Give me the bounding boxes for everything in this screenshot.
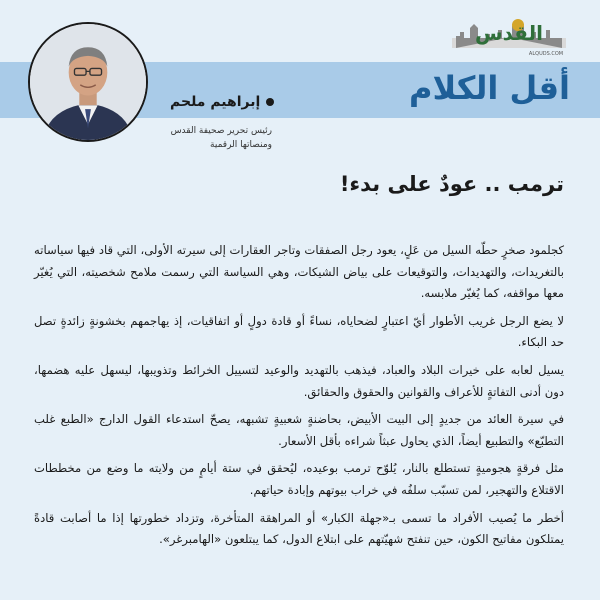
author-role [162,124,272,152]
article-paragraph: يسيل لعابه على خيرات البلاد والعباد، فيذهب بالتهديد والوعيد لتسييل الخرائط وتذويبها، ليسهل عليه هضمها، دون أدنى التفاتةٍ للأعراف والقوانين والحقوق والحقائق. [34,362,564,399]
newspaper-logo[interactable] [446,14,572,58]
author-name: إبراهيم ملحم [170,94,261,110]
author-byline [170,94,274,110]
article-headline: ترمب .. عودٌ على بدء! [339,172,564,196]
page-header [0,0,600,160]
author-photo [28,22,148,142]
bullet-icon [266,98,274,106]
section-title: أقل الكلام [409,69,570,107]
author-role-line-1: رئيس تحرير صحيفة القدس [170,126,272,136]
author-portrait-icon [30,24,146,140]
logo-domain: ALQUDS.COM [528,51,564,57]
article-paragraph: في سيرة العائد من جديدٍ إلى البيت الأبيض، بحاضنةٍ شعبيةٍ تشبهه، يصحّ استدعاء القول الدارج «الطبع غلب التطبّع» والتطبيع أيضاً، الذي يحاول عبثاً شراءه بأقل الأسعار. [34,412,564,448]
author-role-line-2: ومنصاتها الرقمية [210,140,272,150]
article-paragraph: أخطر ما يُصيب الأفراد ما تسمى بـ«جهلة الكبار» أو المراهقة المتأخرة، وتزداد خطورتها إذا ما أصابت قادةً يمتلكون مفاتيح الكون، حين تنفتح شهيّتهم على ابتلاع الدول، كما يبتلعون «الهامبرغر». [34,510,564,547]
al-quds-logo-icon [446,14,572,58]
article-body [34,172,564,557]
article-paragraph: لا يضع الرجل غريب الأطوار أيّ اعتبارٍ لضحاياه، نساءً أو قادة دولٍ أو اتفاقيات، إذ يهاجمهم بخشونةٍ زائدةٍ تصل حد البكاء. [34,313,564,350]
logo-wordmark: القدس [475,21,543,45]
article-paragraph: مثل فرقةٍ هجوميةٍ تستطلع بالنار، يُلوّح ترمب بوعيده، ليُحقق في ستة أيامٍ من ولايته ما وضع من مخططات الاقتلاع والتهجير، لمن تسبّب سلفُه في خراب بيوتهم وإبادة حياتهم. [34,461,564,497]
article-paragraph: كجلمود صخرٍ حطّه السيل من عَلٍ، يعود رجل الصفقات وتاجر العقارات إلى سيرته الأولى، التي قاد فيها سياساته بالتغريدات، والتهديدات، والتوقيعات على بياض الشيكات، وهي السياسة التي رسمت ملامح شخصيته، التي يُغيّر معها مواقفه، كما يُغيّر ملابسه. [34,243,564,301]
